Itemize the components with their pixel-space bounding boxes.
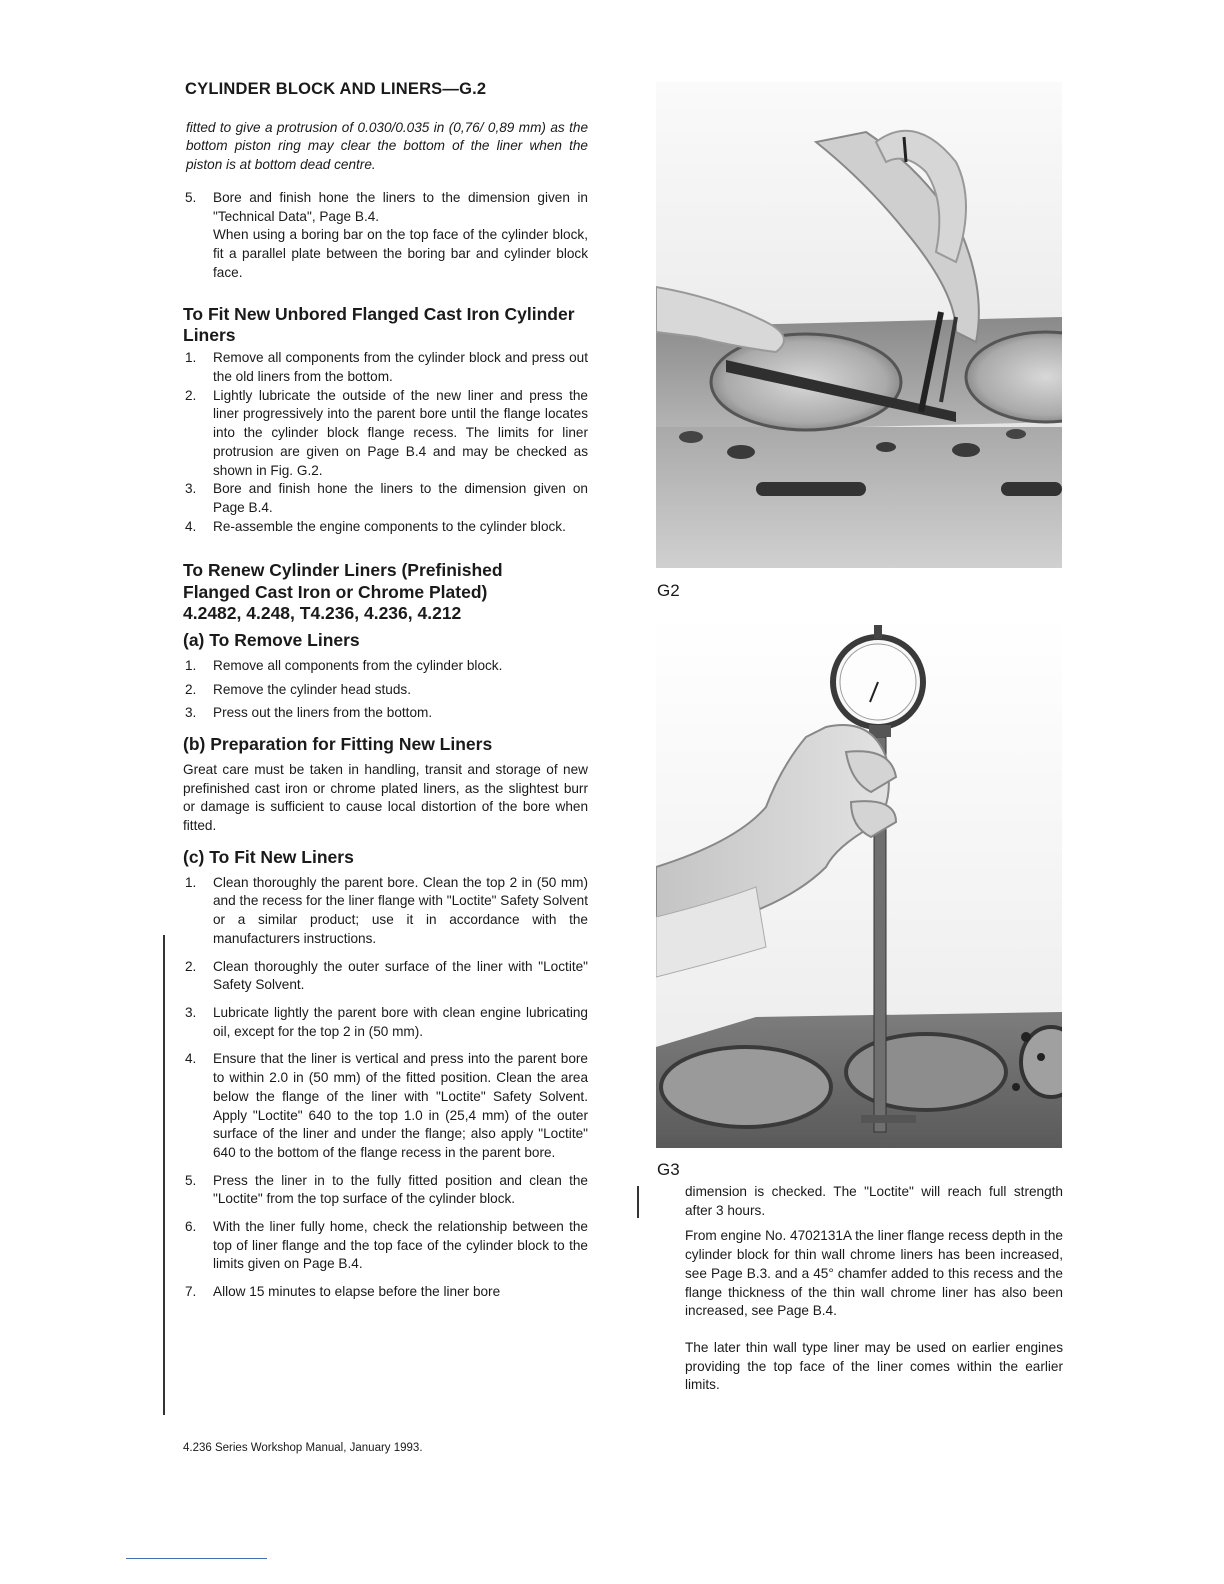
- engine-number-note: From engine No. 4702131A the liner flange recess depth in the cylinder block for thin wall chrome liners has been increased, see Page B.3. and a 45° chamfer added to this recess and the flange thickness of the thin wall chrome liner has also been increased, see Page B.4.: [685, 1228, 1063, 1319]
- step-number: 7.: [185, 1284, 197, 1300]
- page-footer: 4.236 Series Workshop Manual, January 1993.: [183, 1442, 423, 1454]
- step-text: Ensure that the liner is vertical and press into the parent bore to within 2.0 in (50 mm) of the fitted position. Clean the area below the flange of the liner with "Loctite" Safety Solvent. Apply "Loctite" 640 to the top 1.0 in (25,4 mm) of the outer surface of the liner and under the flange; also apply "Loctite" 640 to the bottom of the flange recess in the parent bore.: [213, 1051, 588, 1160]
- continued-paragraph: fitted to give a protrusion of 0.030/0.035 in (0,76/ 0,89 mm) as the bottom piston ring may clear the bottom of the liner when the piston is at bottom dead centre.: [186, 119, 588, 173]
- step-number: 3.: [185, 481, 197, 497]
- page-title: CYLINDER BLOCK AND LINERS—G.2: [185, 80, 487, 98]
- list-item: [183, 1218, 588, 1274]
- step-text: Remove all components from the cylinder block.: [213, 657, 503, 673]
- list-item: [183, 189, 588, 283]
- remove-steps: [183, 657, 588, 723]
- step-number: 1.: [185, 657, 197, 673]
- subsection-heading-c: (c) To Fit New Liners: [183, 846, 354, 867]
- list-item: [183, 958, 588, 995]
- step-text: Lubricate lightly the parent bore with clean engine lubricating oil, except for the top 2 in (50 mm).: [213, 1005, 588, 1039]
- list-item: [183, 1172, 588, 1209]
- step-number: 5.: [185, 189, 197, 205]
- figure-g3-photo: [656, 617, 1062, 1148]
- step-number: 3.: [185, 705, 197, 721]
- step-number: 1.: [185, 350, 197, 366]
- heading-line: Flanged Cast Iron or Chrome Plated): [183, 581, 488, 602]
- step-number: 2.: [185, 958, 197, 974]
- figure-caption-g2: G2: [657, 581, 680, 600]
- change-bar: [637, 1186, 639, 1218]
- change-bar: [163, 935, 165, 1415]
- step-number: 2.: [185, 387, 197, 403]
- list-item: [183, 1004, 588, 1041]
- list-item: [183, 681, 588, 700]
- dial-gauge-bore-measurement-illustration: [656, 617, 1062, 1148]
- list-item: [183, 657, 588, 676]
- subsection-heading-a: (a) To Remove Liners: [183, 629, 360, 650]
- step-text: Remove the cylinder head studs.: [213, 681, 411, 697]
- list-item: [183, 874, 588, 949]
- figure-g2-photo: [656, 82, 1062, 568]
- subsection-heading-b: (b) Preparation for Fitting New Liners: [183, 733, 493, 754]
- liner-protrusion-check-illustration: [656, 82, 1062, 568]
- list-item: [183, 704, 588, 723]
- heading-line: 4.2482, 4.248, T4.236, 4.236, 4.212: [183, 603, 462, 624]
- right-column-text: [685, 1183, 1063, 1402]
- step-text: With the liner fully home, check the relationship between the top of liner flange and the top face of the cylinder block to the limits given on Page B.4.: [213, 1219, 588, 1272]
- continued-paragraph: dimension is checked. The "Loctite" will reach full strength after 3 hours.: [685, 1184, 1063, 1218]
- step-text: Press out the liners from the bottom.: [213, 705, 433, 721]
- step-text: Lightly lubricate the outside of the new liner and press the liner progressively into the parent bore until the flange locates into the cylinder block flange recess. The limits for liner protrusion are given on Page B.4 and may be checked as shown in Fig. G.2.: [213, 387, 588, 478]
- step-number: 4.: [185, 1051, 197, 1067]
- step-text: Clean thoroughly the parent bore. Clean the top 2 in (50 mm) and the recess for the liner flange with "Loctite" Safety Solvent or a similar product; use it in accordance with the manufacturers instructions.: [213, 874, 588, 946]
- section-heading-renew: [183, 560, 588, 625]
- step-text: Clean thoroughly the outer surface of the liner with "Loctite" Safety Solvent.: [213, 958, 588, 993]
- unbored-steps: [183, 349, 588, 536]
- step-text: Re-assemble the engine components to the cylinder block.: [213, 518, 566, 534]
- step-text: Allow 15 minutes to elapse before the liner bore: [213, 1284, 501, 1300]
- step-number: 4.: [185, 518, 197, 534]
- step-number: 5.: [185, 1172, 197, 1188]
- step-text: When using a boring bar on the top face of the cylinder block, fit a parallel plate between the boring bar and cylinder block face.: [213, 227, 588, 280]
- heading-line: To Renew Cylinder Liners (Prefinished: [183, 560, 503, 581]
- list-item: [183, 1050, 588, 1162]
- footer-rule: [126, 1558, 267, 1559]
- step-text: Bore and finish hone the liners to the dimension given on Page B.4.: [213, 481, 588, 515]
- list-item: [183, 349, 588, 386]
- list-item: [183, 1283, 588, 1302]
- figure-caption-g3: G3: [657, 1160, 680, 1179]
- step-text: Press the liner in to the fully fitted position and clean the "Loctite" from the top surface of the cylinder block.: [213, 1172, 588, 1207]
- list-item: [183, 518, 588, 537]
- step-number: 6.: [185, 1219, 197, 1235]
- step-number: 3.: [185, 1005, 197, 1020]
- section-heading-unbored: To Fit New Unbored Flanged Cast Iron Cylinder Liners: [183, 304, 575, 345]
- step-text: Remove all components from the cylinder block and press out the old liners from the bottom.: [213, 350, 588, 385]
- step-text: Bore and finish hone the liners to the dimension given in "Technical Data", Page B.4.: [213, 189, 588, 224]
- list-item: [183, 480, 588, 517]
- left-column: [183, 80, 588, 1311]
- step-number: 2.: [185, 681, 197, 697]
- step-number: 1.: [185, 874, 197, 890]
- later-liner-note: The later thin wall type liner may be used on earlier engines providing the top face of the liner comes within the earlier limits.: [685, 1339, 1063, 1393]
- preparation-paragraph: Great care must be taken in handling, transit and storage of new prefinished cast iron or chrome plated liners, as the slightest burr or damage is sufficient to cause local distortion of the bore when fitted.: [183, 761, 588, 834]
- fit-steps: [183, 874, 588, 1302]
- list-item: [183, 387, 588, 481]
